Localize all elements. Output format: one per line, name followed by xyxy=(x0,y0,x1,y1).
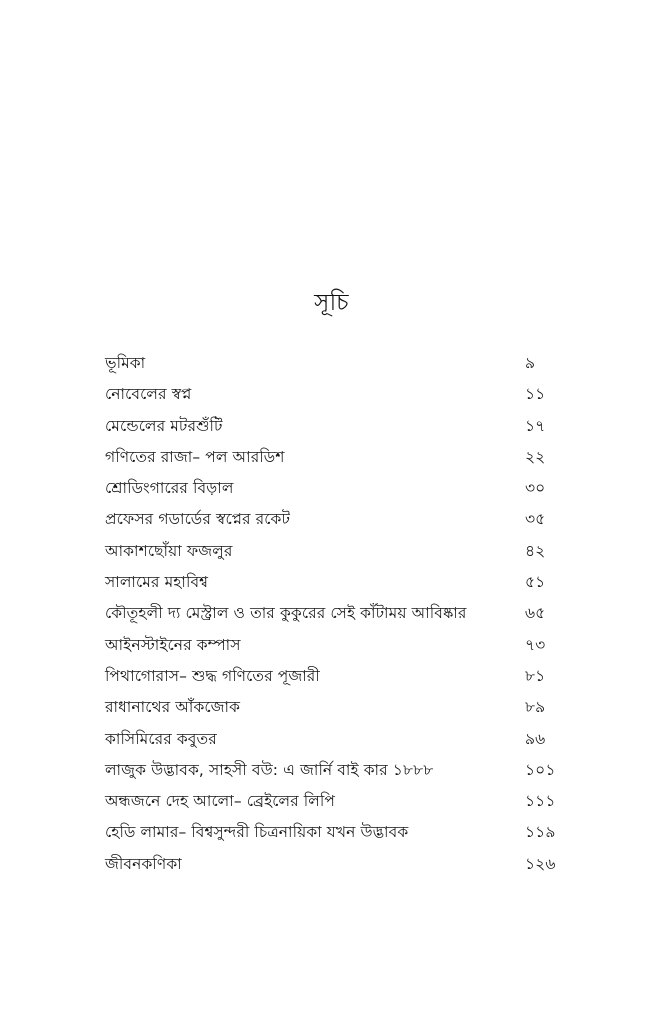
toc-entry-title: অন্ধজনে দেহ আলো– ব্রেইলের লিপি xyxy=(105,792,335,811)
toc-entry-title: শ্রোডিংগারের বিড়াল xyxy=(105,479,234,498)
toc-entry-page-number: ১২৬ xyxy=(525,854,556,873)
toc-entry[interactable] xyxy=(105,755,565,786)
toc-entry[interactable] xyxy=(105,849,565,880)
toc-entry-page-number: ১১ xyxy=(525,385,546,404)
toc-entry[interactable] xyxy=(105,786,565,817)
toc-entry[interactable] xyxy=(105,630,565,661)
toc-entry-page-number: ৪২ xyxy=(525,541,546,560)
toc-entry[interactable] xyxy=(105,661,565,692)
toc-entry-page-number: ৩০ xyxy=(525,479,546,498)
toc-entry-page-number: ৩৫ xyxy=(525,510,546,529)
toc-entry[interactable] xyxy=(105,536,565,567)
toc-entry-title: রাধানাথের আঁকজোক xyxy=(105,698,241,717)
toc-entry-title: পিথাগোরাস– শুদ্ধ গণিতের পূজারী xyxy=(105,666,320,685)
toc-entry-title: লাজুক উদ্ভাবক, সাহসী বউ: এ জার্নি বাই কার ১৮৮৮ xyxy=(105,760,434,779)
toc-entry-title: প্রফেসর গডার্ডের স্বপ্নের রকেট xyxy=(105,510,291,529)
toc-entry[interactable] xyxy=(105,473,565,504)
toc-entry-page-number: ৯ xyxy=(525,354,536,372)
toc-entry[interactable] xyxy=(105,598,565,629)
toc-entry-page-number: ৬৫ xyxy=(525,604,546,623)
toc-entry[interactable] xyxy=(105,379,565,410)
toc-entry-title: কাসিমিরের কবুতর xyxy=(105,729,217,748)
toc-entry-title: আইনস্টাইনের কম্পাস xyxy=(105,635,241,654)
toc-entry-title: আকাশছোঁয়া ফজলুর xyxy=(105,541,233,560)
page-title: সূচি xyxy=(314,290,349,316)
toc-entry[interactable] xyxy=(105,817,565,848)
toc-entry-title: হেডি লামার– বিশ্বসুন্দরী চিত্রনায়িকা যখন উদ্ভাবক xyxy=(105,823,409,842)
toc-entry-title: কৌতূহলী দ্য মেস্ট্রাল ও তার কুকুরের সেই কাঁটাময় আবিষ্কার xyxy=(105,604,467,623)
toc-entry-page-number: ৭৩ xyxy=(525,635,546,654)
toc-entry-page-number: ৯৬ xyxy=(525,729,546,748)
toc-entry-page-number: ৮৯ xyxy=(525,698,546,717)
toc-entry[interactable] xyxy=(105,442,565,473)
toc-entry-title: মেন্ডেলের মটরশুঁটি xyxy=(105,416,223,435)
toc-entry-page-number: ১৭ xyxy=(525,416,546,435)
toc-entry[interactable] xyxy=(105,348,565,379)
toc-entry-page-number: ২২ xyxy=(525,447,546,466)
toc-entry-title: ভূমিকা xyxy=(105,354,146,372)
toc-entry[interactable] xyxy=(105,411,565,442)
toc-entry-page-number: ৮১ xyxy=(525,666,546,685)
toc-entry-page-number: ১০১ xyxy=(525,760,556,779)
toc-entry-page-number: ৫১ xyxy=(525,573,546,592)
toc-entry-title: গণিতের রাজা– পল আরডিশ xyxy=(105,447,285,466)
toc-entry[interactable] xyxy=(105,567,565,598)
toc-entry-page-number: ১১৯ xyxy=(525,823,556,842)
toc-entry[interactable] xyxy=(105,724,565,755)
table-of-contents-list xyxy=(105,348,565,880)
toc-entry-title: নোবেলের স্বপ্ন xyxy=(105,385,192,404)
toc-entry-title: সালামের মহাবিশ্ব xyxy=(105,573,209,592)
toc-entry[interactable] xyxy=(105,692,565,723)
toc-entry-title: জীবনকণিকা xyxy=(105,854,182,873)
toc-entry[interactable] xyxy=(105,504,565,535)
toc-entry-page-number: ১১১ xyxy=(525,792,556,811)
